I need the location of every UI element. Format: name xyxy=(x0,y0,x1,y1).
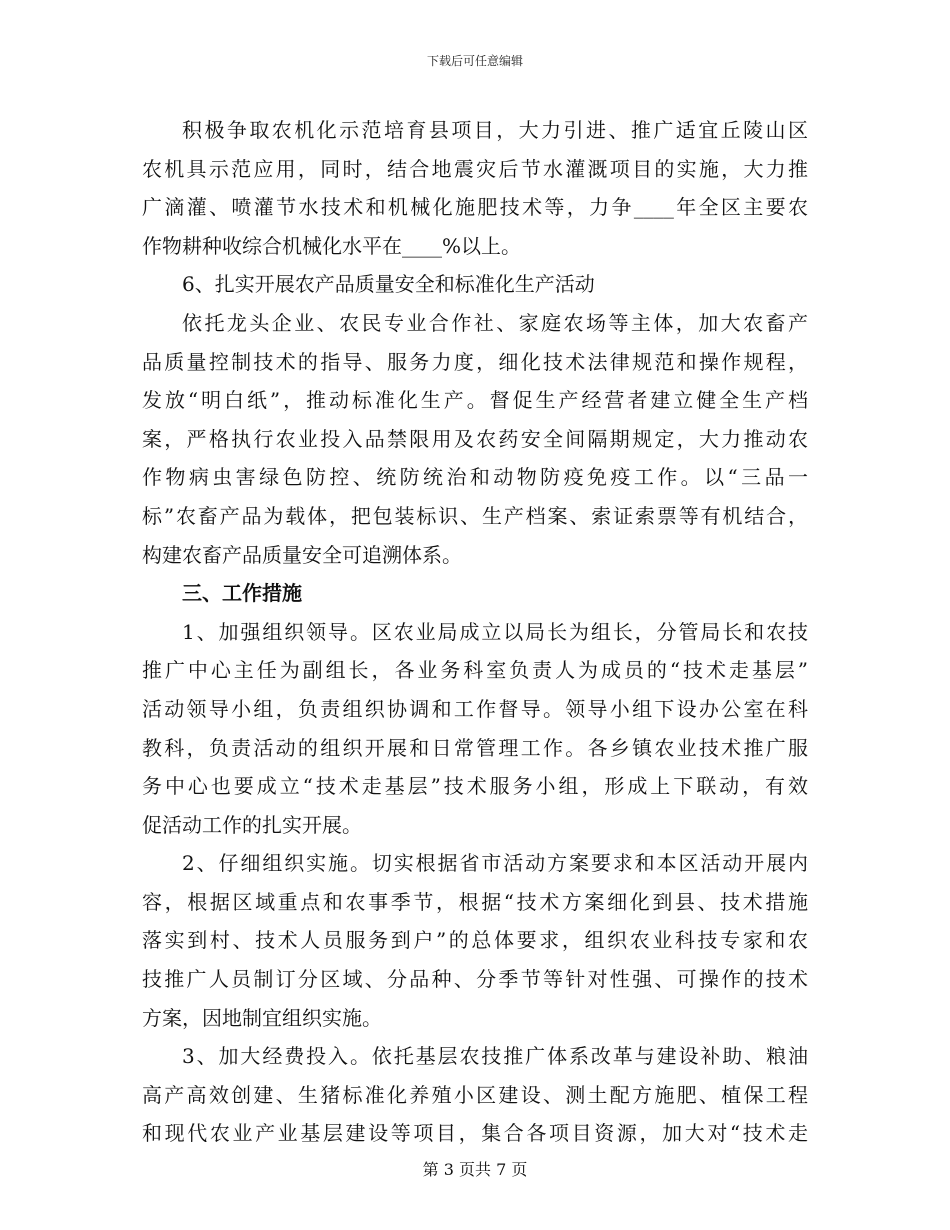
paragraph-line: 3、加大经费投入。依托基层农技推广体系改革与建设补助、粮油 xyxy=(182,1044,808,1069)
section-heading-measures: 三、工作措施 xyxy=(182,581,302,606)
paragraph-line: 高产高效创建、生猪标准化养殖小区建设、测土配方施肥、植保工程 xyxy=(142,1082,808,1107)
paragraph-line: 品质量控制技术的指导、服务力度，细化技术法律规范和操作规程， xyxy=(142,349,808,374)
page-number: 第 3 页共 7 页 xyxy=(422,1160,528,1179)
paragraph-line: 促活动工作的扎实开展。 xyxy=(142,812,362,837)
paragraph-line: 教科，负责活动的组织开展和日常管理工作。各乡镇农业技术推广服 xyxy=(142,735,808,760)
paragraph-line: 1、加强组织领导。区农业局成立以局长为组长，分管局长和农技 xyxy=(182,619,808,644)
paragraph-line: 落实到村、技术人员服务到户”的总体要求，组织农业科技专家和农 xyxy=(142,928,808,953)
paragraph-line: 方案，因地制宜组织实施。 xyxy=(142,1005,382,1030)
page-header: 下载后可任意编辑 xyxy=(426,54,523,68)
paragraph-line: 作物耕种收综合机械化水平在____%以上。 xyxy=(142,233,522,258)
paragraph-line: 积极争取农机化示范培育县项目，大力引进、推广适宜丘陵山区 xyxy=(182,118,808,142)
paragraph-line: 构建农畜产品质量安全可追溯体系。 xyxy=(142,542,462,567)
paragraph-line: 案，严格执行农业投入品禁限用及农药安全间隔期规定，大力推动农 xyxy=(142,426,808,451)
paragraph-line: 农机具示范应用，同时，结合地震灾后节水灌溉项目的实施，大力推 xyxy=(142,156,808,181)
paragraph-line: 和现代农业产业基层建设等项目，集合各项目资源，加大对“技术走 xyxy=(142,1121,808,1146)
paragraph-line: 推广中心主任为副组长，各业务科室负责人为成员的“技术走基层” xyxy=(142,658,808,683)
paragraph-line: 依托龙头企业、农民专业合作社、家庭农场等主体，加大农畜产 xyxy=(182,310,808,335)
paragraph-line: 广滴灌、喷灌节水技术和机械化施肥技术等，力争____年全区主要农 xyxy=(142,195,808,220)
paragraph-line: 作物病虫害绿色防控、统防统治和动物防疫免疫工作。以“三品一 xyxy=(142,465,808,490)
paragraph-line: 活动领导小组，负责组织协调和工作督导。领导小组下设办公室在科 xyxy=(142,696,808,721)
paragraph-line: 2、仔细组织实施。切实根据省市活动方案要求和本区活动开展内 xyxy=(182,851,808,876)
section-heading-6: 6、扎实开展农产品质量安全和标准化生产活动 xyxy=(182,272,595,297)
paragraph-line: 发放“明白纸”，推动标准化生产。督促生产经营者建立健全生产档 xyxy=(142,388,808,413)
paragraph-line: 务中心也要成立“技术走基层”技术服务小组，形成上下联动，有效 xyxy=(142,774,808,799)
document-body xyxy=(142,111,808,1153)
paragraph-line: 标”农畜产品为载体，把包装标识、生产档案、索证索票等有机结合， xyxy=(142,503,808,528)
paragraph-line: 技推广人员制订分区域、分品种、分季节等针对性强、可操作的技术 xyxy=(142,967,808,992)
paragraph-line: 容，根据区域重点和农事季节，根据“技术方案细化到县、技术措施 xyxy=(142,889,808,914)
